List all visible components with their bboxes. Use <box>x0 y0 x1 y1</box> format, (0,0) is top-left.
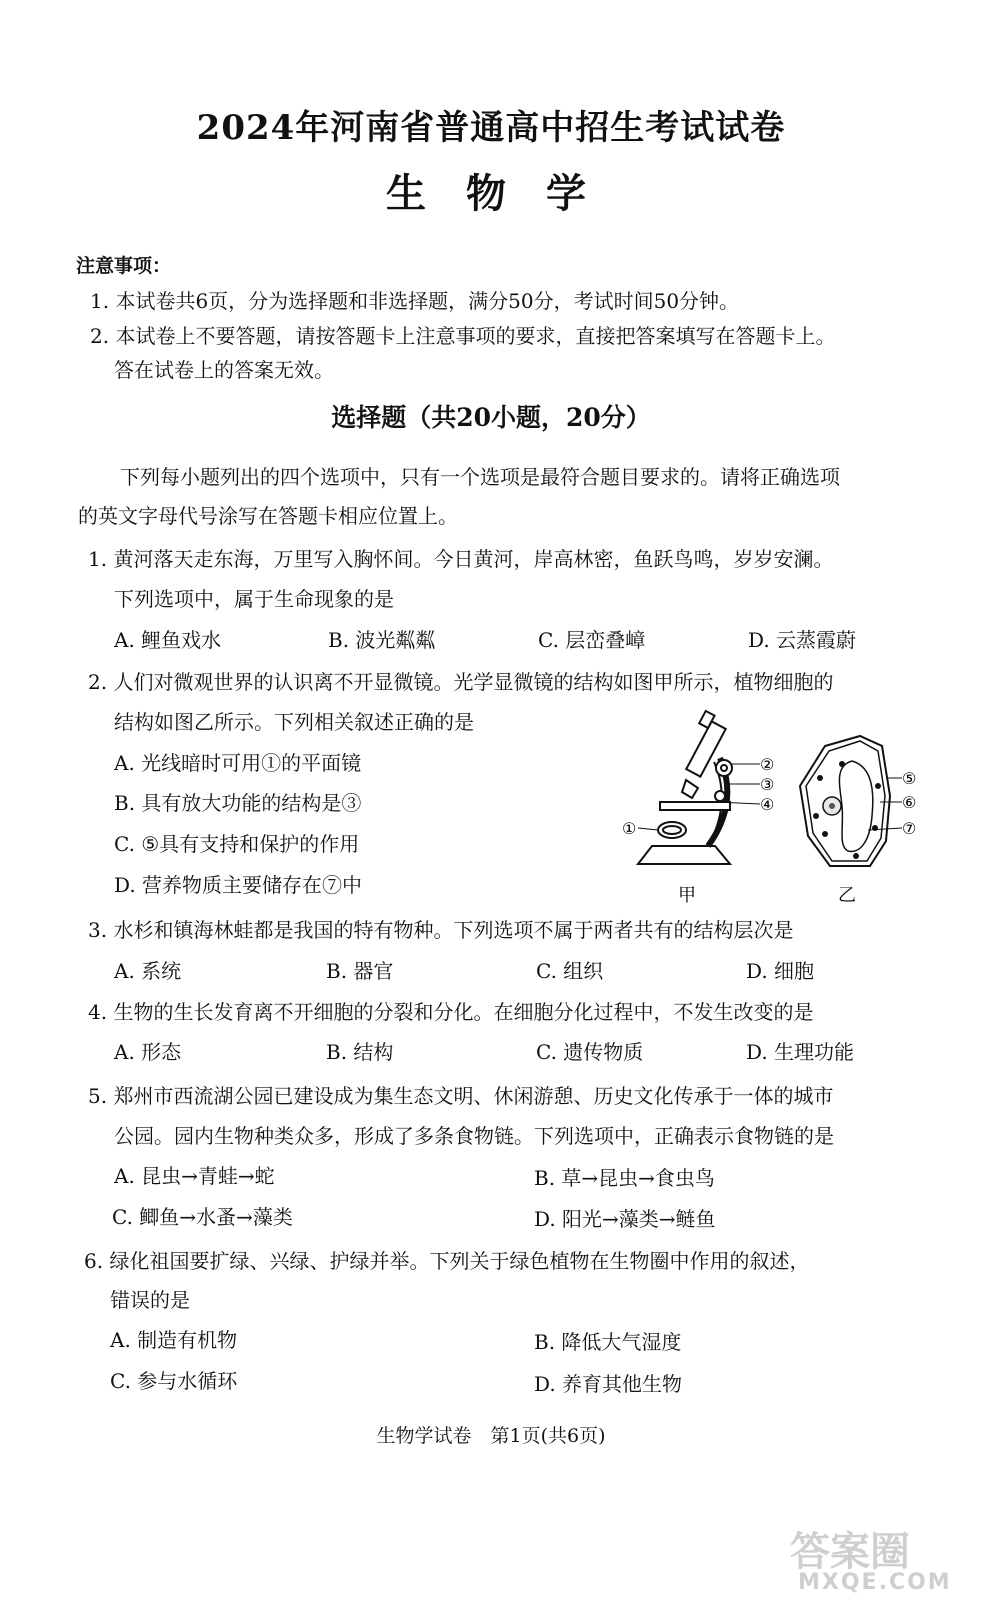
marker-5: ⑤ <box>902 769 917 788</box>
question-stem: 下列选项中，属于生命现象的是 <box>114 587 394 611</box>
option-b: B. 降低大气湿度 <box>534 1330 682 1354</box>
figure-label-jia: 甲 <box>678 885 696 906</box>
option-d: D. 养育其他生物 <box>534 1372 683 1396</box>
microscope-and-cell-figure <box>620 706 940 906</box>
section-intro-line-2: 的英文字母代号涂写在答题卡相应位置上。 <box>78 504 458 528</box>
option-d: D. 生理功能 <box>746 1040 855 1064</box>
figure-label-yi: 乙 <box>838 885 856 906</box>
option-d: D. 细胞 <box>746 959 815 983</box>
option-d: D. 云蒸霞蔚 <box>748 628 857 652</box>
option-a: A. 系统 <box>114 959 182 983</box>
question-stem: 1. 黄河落天走东海，万里写入胸怀间。今日黄河，岸高林密，鱼跃鸟鸣，岁岁安澜。 <box>88 547 834 571</box>
option-c: C. 遗传物质 <box>536 1040 644 1064</box>
exam-title: 2024年河南省普通高中招生考试试卷 <box>196 108 786 148</box>
option-a: A. 昆虫→青蛙→蛇 <box>114 1164 275 1188</box>
option-d: D. 阳光→藻类→鲢鱼 <box>534 1207 716 1231</box>
option-b: B. 波光粼粼 <box>328 628 436 652</box>
option-b: B. 器官 <box>326 959 394 983</box>
page-footer: 生物学试卷 第1页(共6页) <box>376 1425 606 1447</box>
question-stem: 5. 郑州市西流湖公园已建设成为集生态文明、休闲游憩、历史文化传承于一体的城市 <box>88 1084 834 1108</box>
question-stem: 结构如图乙所示。下列相关叙述正确的是 <box>114 710 474 734</box>
question-stem: 4. 生物的生长发育离不开细胞的分裂和分化。在细胞分化过程中，不发生改变的是 <box>88 1000 814 1024</box>
option-c: C. ⑤具有支持和保护的作用 <box>114 832 360 856</box>
option-b: B. 草→昆虫→食虫鸟 <box>534 1166 715 1190</box>
option-b: B. 具有放大功能的结构是③ <box>114 791 362 815</box>
notice-heading: 注意事项： <box>76 255 172 277</box>
marker-4: ④ <box>760 795 775 814</box>
option-b: B. 结构 <box>326 1040 394 1064</box>
notice-item-1: 1. 本试卷共6页，分为选择题和非选择题，满分50分，考试时间50分钟。 <box>90 289 740 313</box>
section-intro-line-1: 下列每小题列出的四个选项中，只有一个选项是最符合题目要求的。请将正确选项 <box>120 465 840 489</box>
option-c: C. 组织 <box>536 959 604 983</box>
watermark-logo: 答案圈 <box>790 1529 910 1575</box>
option-a: A. 鲤鱼戏水 <box>114 628 222 652</box>
option-c: C. 鲫鱼→水蚤→藻类 <box>112 1205 293 1229</box>
option-a: A. 形态 <box>114 1040 182 1064</box>
question-stem: 6. 绿化祖国要扩绿、兴绿、护绿并举。下列关于绿色植物在生物圈中作用的叙述， <box>84 1249 810 1273</box>
section-heading: 选择题（共20小题，20分） <box>331 403 651 432</box>
question-stem: 3. 水杉和镇海林蛙都是我国的特有物种。下列选项不属于两者共有的结构层次是 <box>88 918 794 942</box>
marker-2: ② <box>760 755 775 774</box>
subject-title: 生物学 <box>386 170 626 217</box>
question-stem: 错误的是 <box>110 1288 190 1312</box>
marker-6: ⑥ <box>902 793 917 812</box>
plant-cell-drawing <box>800 736 902 866</box>
notice-item-2-cont: 答在试卷上的答案无效。 <box>114 358 334 382</box>
option-a: A. 光线暗时可用①的平面镜 <box>114 751 362 775</box>
option-c: C. 参与水循环 <box>110 1369 238 1393</box>
marker-3: ③ <box>760 775 775 794</box>
watermark-url: MXQE.COM <box>798 1570 952 1595</box>
watermark <box>790 1520 970 1594</box>
question-stem: 2. 人们对微观世界的认识离不开显微镜。光学显微镜的结构如图甲所示，植物细胞的 <box>88 670 834 694</box>
option-d: D. 营养物质主要储存在⑦中 <box>114 873 363 897</box>
question-stem: 公园。园内生物种类众多，形成了多条食物链。下列选项中，正确表示食物链的是 <box>114 1124 834 1148</box>
option-c: C. 层峦叠嶂 <box>538 628 646 652</box>
microscope-drawing <box>638 711 760 864</box>
marker-7: ⑦ <box>902 819 917 838</box>
marker-1: ① <box>622 819 637 838</box>
option-a: A. 制造有机物 <box>110 1328 238 1352</box>
notice-item-2: 2. 本试卷上不要答题，请按答题卡上注意事项的要求，直接把答案填写在答题卡上。 <box>90 324 836 348</box>
